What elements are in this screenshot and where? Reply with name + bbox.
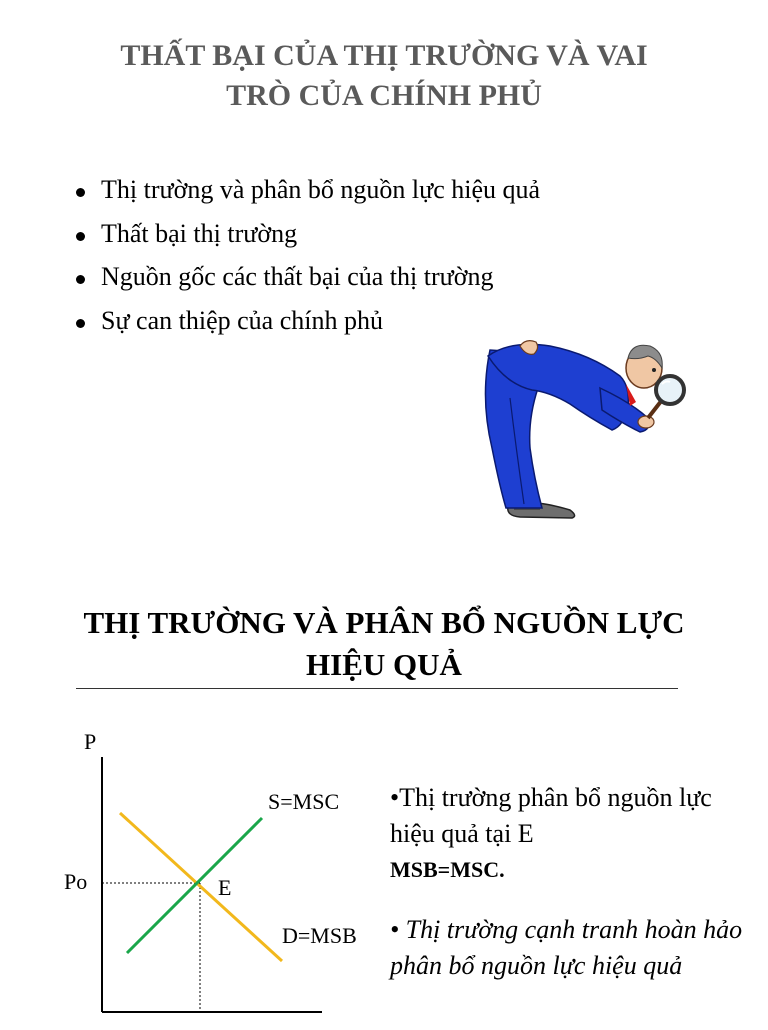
- efficiency-condition: MSB=MSC.: [390, 857, 505, 882]
- demand-curve-label: D=MSB: [282, 923, 357, 948]
- topic-item: Thị trường và phân bổ nguồn lực hiệu quả: [74, 172, 540, 216]
- efficiency-point-1: •Thị trường phân bổ nguồn lực hiệu quả tại E: [390, 783, 712, 848]
- slide2-title-line1: THỊ TRƯỜNG VÀ PHÂN BỔ NGUỒN LỰC: [83, 605, 685, 640]
- slide1-title-line1: THẤT BẠI CỦA THỊ TRƯỜNG VÀ VAI: [120, 39, 648, 72]
- slide1-title-line2: TRÒ CỦA CHÍNH PHỦ: [226, 79, 542, 112]
- supply-curve-label: S=MSC: [268, 789, 340, 814]
- slide2-title-line2: HIỆU QUẢ: [306, 647, 462, 682]
- slide2-title: [30, 602, 738, 686]
- efficiency-point-2: • Thị trường cạnh tranh hoàn hảo phân bổ nguồn lực hiệu quả: [390, 915, 743, 980]
- topic-item: Sự can thiệp của chính phủ: [74, 303, 540, 347]
- demand-curve: [120, 813, 282, 961]
- topic-list: [74, 172, 540, 346]
- slide1-title: [40, 36, 728, 116]
- magnifying-glass-man-clipart: [480, 338, 690, 528]
- efficiency-notes: [390, 780, 750, 984]
- equilibrium-price-label: Po: [64, 869, 88, 894]
- price-axis-label: P: [84, 729, 97, 754]
- supply-demand-chart: [60, 725, 380, 1030]
- equilibrium-label: E: [218, 875, 232, 900]
- topic-item: Nguồn gốc các thất bại của thị trường: [74, 259, 540, 303]
- title-divider: [76, 688, 678, 689]
- topic-item: Thất bại thị trường: [74, 216, 540, 260]
